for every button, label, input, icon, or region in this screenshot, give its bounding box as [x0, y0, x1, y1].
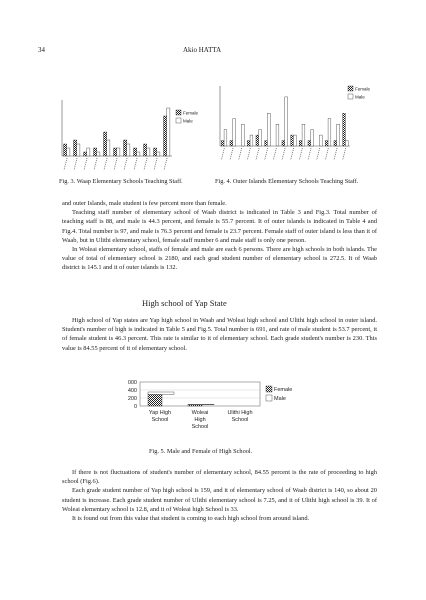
- bar-male: [302, 124, 305, 146]
- x-tick-label: [334, 148, 337, 160]
- bar-female: [148, 394, 162, 406]
- bar-male: [250, 135, 253, 146]
- bar-male: [285, 97, 288, 146]
- bar-male: [167, 108, 170, 156]
- paragraph: If there is not fluctuations of student's number of elementary school, 84.55 percent is the rate of proceeding to high school (Fig.6).: [62, 469, 377, 486]
- fig3-caption: Fig. 3. Waap Elementary Schools Teaching Staff.: [59, 178, 183, 185]
- bar-male: [117, 148, 120, 156]
- paragraph: It is found out from this value that student is coming to each high school from around island.: [72, 515, 310, 523]
- legend-label: Female: [274, 387, 293, 393]
- x-tick-label: [239, 148, 242, 160]
- x-tick-label: [124, 158, 127, 170]
- x-tick-label: Ulithi High: [227, 410, 253, 416]
- x-tick-label: [317, 148, 320, 160]
- x-tick-label: [247, 148, 250, 160]
- legend-swatch: [348, 94, 353, 99]
- bar-female: [74, 140, 77, 156]
- x-tick-label: School: [151, 417, 169, 423]
- paragraph: In Woleai elementary school, staffs of female and male are each 6 persons. There are high schools in both islands. The value of total of elementary school is 2180, and each grad student number of elementary school is 272.5. It of Waab district is 145.1 and it of outer islands is 132.: [62, 246, 377, 272]
- x-tick-label: [308, 148, 311, 160]
- bar-female: [104, 132, 107, 156]
- section-title: High school of Yap State: [142, 298, 227, 308]
- fig3-chart: [58, 96, 204, 176]
- y-tick-label: 000: [127, 380, 137, 386]
- bar-female: [299, 141, 302, 146]
- bar-female: [325, 141, 328, 146]
- x-tick-label: High: [194, 417, 206, 423]
- x-tick-label: [154, 158, 157, 170]
- x-tick-label: [273, 148, 276, 160]
- legend: [176, 110, 199, 124]
- x-tick-label: [291, 148, 294, 160]
- bar-male: [293, 135, 296, 146]
- x-tick-label: [84, 158, 87, 170]
- legend-swatch: [176, 118, 181, 123]
- bar-female: [308, 141, 311, 146]
- body-text-top: [62, 199, 377, 273]
- bar-female: [64, 144, 67, 156]
- running-header-author: Akio HATTA: [183, 46, 222, 54]
- paragraph: Each grade student number of Yap high school is 159, and it of elementary school of Waab district is 140, so about 20 student is increase. Each grade student number of Ulithi elementary school is 7.25, and it of Ulithi high school is 39. It of Woleai elementary school is 12.8, and it of Woleai high School is 33.: [62, 487, 377, 513]
- legend-label: Male: [355, 94, 365, 100]
- bar-male: [67, 148, 70, 156]
- x-tick-label: [74, 158, 77, 170]
- bar-female: [84, 152, 87, 156]
- bar-female: [94, 148, 97, 156]
- x-tick-label: [94, 158, 97, 170]
- bar-female: [134, 148, 137, 156]
- bar-male: [107, 140, 110, 156]
- bar-male: [337, 124, 340, 146]
- x-tick-label: School: [191, 424, 209, 430]
- legend-label: Male: [183, 118, 193, 124]
- bar-female: [114, 148, 117, 156]
- x-tick-label: [104, 158, 107, 170]
- x-tick-label: [114, 158, 117, 170]
- x-tick-label: [230, 148, 233, 160]
- paragraph: Teaching staff number of elementary school of Waab district is indicated in Table 3 and Fig.3. Total number of teaching staff is 88, and male is 44.3 percent, and female is 55.7 percent. It of outer islands is indicated in Table 4 and Fig.4. Total number is 97, and male is 76.3 percent and female is 23.7 percent. Female staff of outer island is less than it of Waab, but in Ulithi elementary school, female staff number 6 and male staff is only one person.: [62, 209, 377, 244]
- bar-female: [124, 140, 127, 156]
- bar-female: [343, 113, 346, 146]
- x-tick-label: [164, 158, 167, 170]
- x-tick-label: [282, 148, 285, 160]
- bar-male: [157, 152, 160, 156]
- bar-male: [224, 130, 227, 146]
- bar-male: [77, 144, 80, 156]
- paragraph: and outer Islands, male student is few percent more than female.: [62, 200, 227, 207]
- legend-label: Female: [355, 86, 371, 92]
- bar-male: [147, 148, 150, 156]
- x-tick-label: [325, 148, 328, 160]
- fig4-chart: [214, 82, 374, 176]
- paragraph: High school of Yap states are Yap high school in Waab and Woleai high school and Ulithi high school in outer island. Student's number of high is indicated in Table 5 and Fig.5. Total number is 691, and rate of male student is 53.7 percent, it of female student is 46.3 percent. This rate is similar to it of elementary school. Each grade student's number is 230. This value is 84.55 percent of it of elementary school.: [62, 317, 377, 352]
- legend-swatch: [266, 395, 272, 401]
- bar-male: [87, 148, 90, 156]
- bar-male: [345, 141, 348, 146]
- x-tick-label: School: [231, 417, 249, 423]
- legend-label: Female: [183, 110, 199, 116]
- bar-female: [247, 141, 250, 146]
- x-tick-label: [64, 158, 67, 170]
- x-tick-label: [299, 148, 302, 160]
- bar-male: [241, 124, 244, 146]
- bar-female: [164, 116, 167, 156]
- bar-female: [265, 141, 268, 146]
- y-tick-label: 200: [127, 396, 137, 402]
- bar-male: [127, 144, 130, 156]
- bar-male: [259, 130, 262, 146]
- x-tick-label: Woleai: [191, 410, 209, 416]
- bar-male: [97, 152, 100, 156]
- legend: [348, 86, 371, 100]
- bar-male: [233, 119, 236, 146]
- legend-swatch: [176, 110, 181, 115]
- legend: [266, 386, 292, 402]
- y-tick-label: 400: [127, 388, 137, 394]
- body-text-middle: [62, 316, 377, 353]
- bar-male: [267, 113, 270, 146]
- legend-swatch: [266, 386, 272, 392]
- fig4-caption: Fig. 4. Outer Islands Elementary Schools Teaching Staff.: [215, 178, 359, 185]
- x-tick-label: [343, 148, 346, 160]
- fig5-chart: [110, 378, 330, 446]
- bar-female: [282, 141, 285, 146]
- bar-female: [291, 135, 294, 146]
- bar-female: [256, 135, 259, 146]
- bar-female: [334, 141, 337, 146]
- x-tick-label: [134, 158, 137, 170]
- fig5-caption: Fig. 5. Male and Female of High School.: [149, 448, 253, 455]
- y-tick-label: 0: [133, 404, 137, 410]
- legend-swatch: [348, 86, 353, 91]
- x-tick-label: Yap High: [148, 410, 172, 416]
- bar-female: [154, 148, 157, 156]
- bar-female: [221, 141, 224, 146]
- bar-male: [311, 130, 314, 146]
- x-tick-label: [144, 158, 147, 170]
- bar-male: [328, 119, 331, 146]
- x-tick-label: [256, 148, 259, 160]
- body-text-bottom: [62, 468, 377, 523]
- x-tick-label: [265, 148, 268, 160]
- bar-male: [276, 124, 279, 146]
- bar-female: [230, 141, 233, 146]
- bar-male: [137, 152, 140, 156]
- legend-label: Male: [274, 396, 286, 402]
- bar-male: [148, 392, 174, 394]
- bar-female: [144, 144, 147, 156]
- page-number: 34: [38, 46, 45, 54]
- x-tick-label: [221, 148, 224, 160]
- bar-male: [319, 135, 322, 146]
